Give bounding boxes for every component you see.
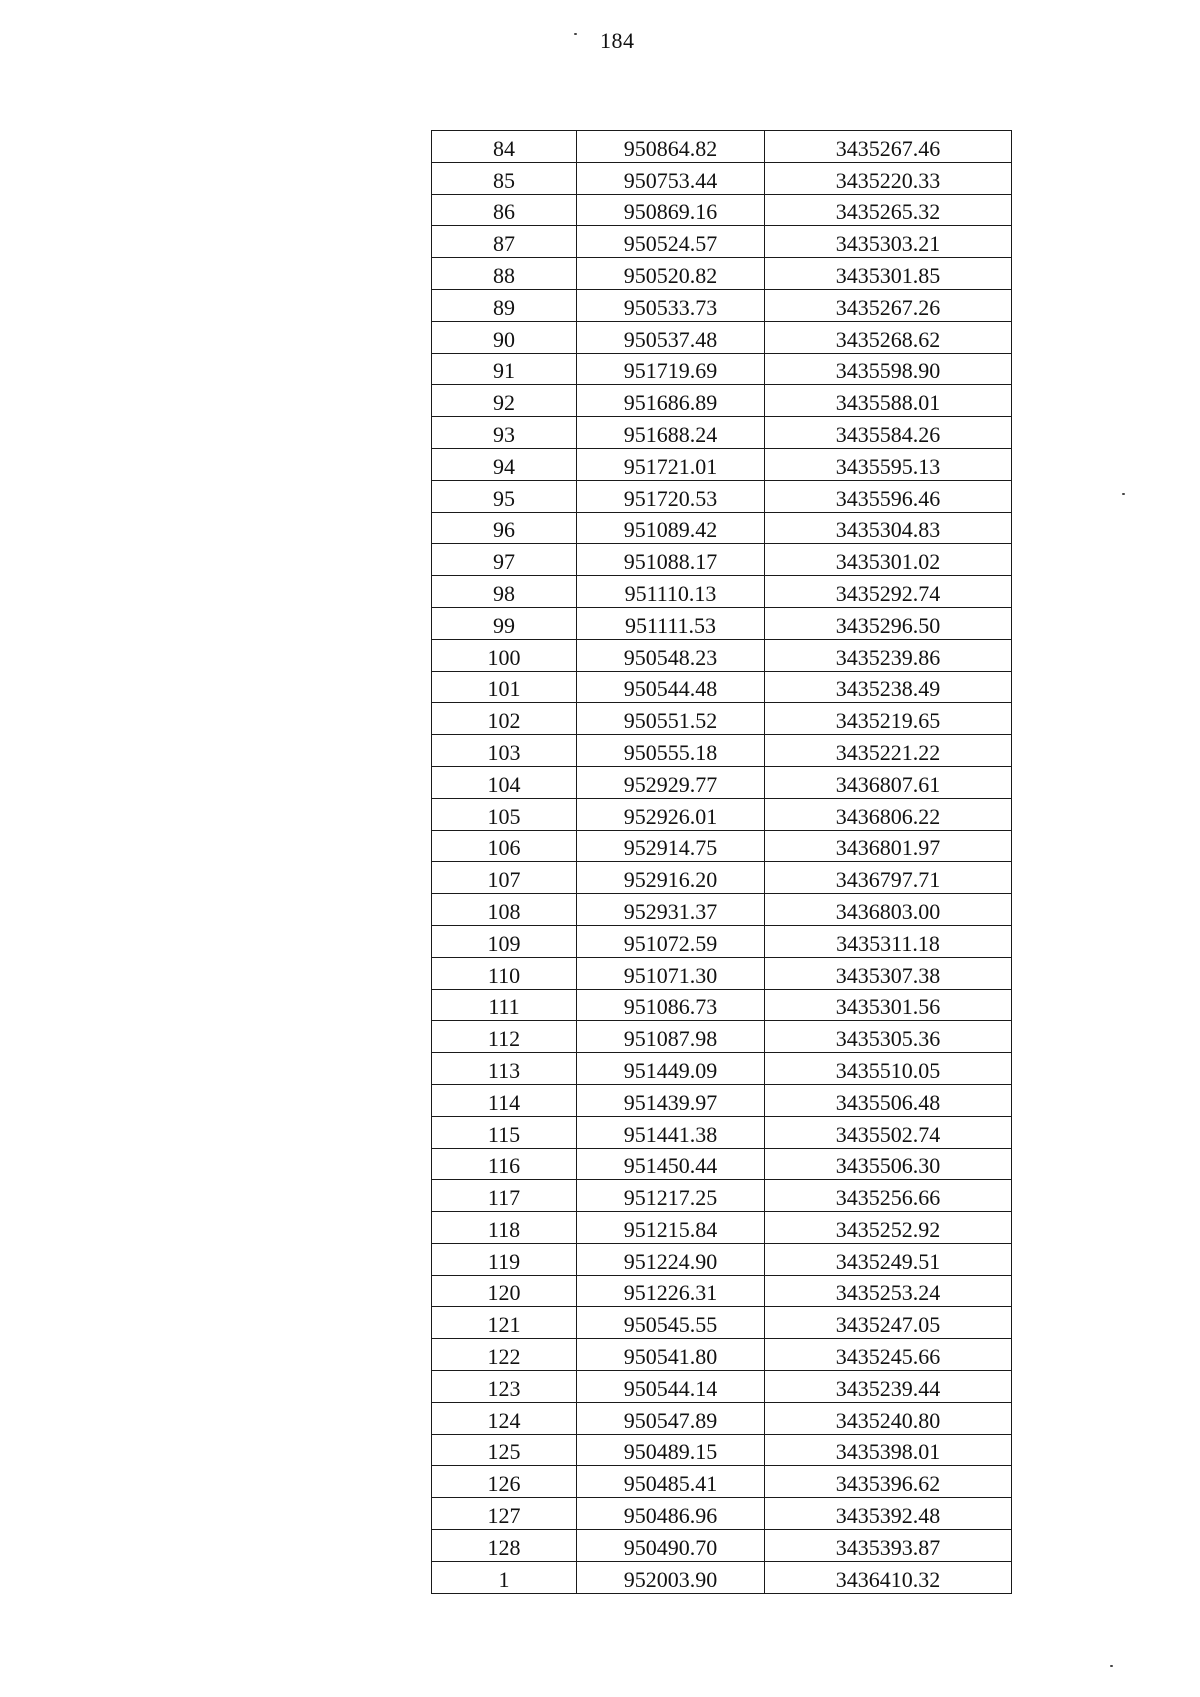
scan-speck <box>1110 1665 1113 1667</box>
x-coordinate-cell: 952003.90 <box>577 1561 765 1593</box>
x-coordinate-cell: 951441.38 <box>577 1116 765 1148</box>
y-coordinate-cell: 3435588.01 <box>765 385 1012 417</box>
y-coordinate-cell: 3436410.32 <box>765 1561 1012 1593</box>
point-number-cell: 123 <box>432 1371 577 1403</box>
point-number-cell: 117 <box>432 1180 577 1212</box>
point-number-cell: 98 <box>432 576 577 608</box>
y-coordinate-cell: 3435311.18 <box>765 925 1012 957</box>
x-coordinate-cell: 950489.15 <box>577 1434 765 1466</box>
x-coordinate-cell: 951226.31 <box>577 1275 765 1307</box>
point-number-cell: 107 <box>432 862 577 894</box>
x-coordinate-cell: 950485.41 <box>577 1466 765 1498</box>
y-coordinate-cell: 3435221.22 <box>765 735 1012 767</box>
point-number-cell: 127 <box>432 1498 577 1530</box>
point-number-cell: 103 <box>432 735 577 767</box>
point-number-cell: 85 <box>432 162 577 194</box>
point-number-cell: 94 <box>432 448 577 480</box>
point-number-cell: 91 <box>432 353 577 385</box>
x-coordinate-cell: 951719.69 <box>577 353 765 385</box>
x-coordinate-cell: 950533.73 <box>577 289 765 321</box>
table-row <box>432 798 1012 830</box>
table-row <box>432 194 1012 226</box>
y-coordinate-cell: 3435398.01 <box>765 1434 1012 1466</box>
table-row <box>432 989 1012 1021</box>
y-coordinate-cell: 3435265.32 <box>765 194 1012 226</box>
table-row <box>432 1116 1012 1148</box>
y-coordinate-cell: 3435296.50 <box>765 607 1012 639</box>
point-number-cell: 90 <box>432 321 577 353</box>
y-coordinate-cell: 3435305.36 <box>765 1021 1012 1053</box>
table-row <box>432 353 1012 385</box>
x-coordinate-cell: 950547.89 <box>577 1402 765 1434</box>
x-coordinate-cell: 950537.48 <box>577 321 765 353</box>
x-coordinate-cell: 950541.80 <box>577 1339 765 1371</box>
y-coordinate-cell: 3435268.62 <box>765 321 1012 353</box>
point-number-cell: 89 <box>432 289 577 321</box>
y-coordinate-cell: 3435240.80 <box>765 1402 1012 1434</box>
point-number-cell: 115 <box>432 1116 577 1148</box>
x-coordinate-cell: 950555.18 <box>577 735 765 767</box>
x-coordinate-cell: 951721.01 <box>577 448 765 480</box>
x-coordinate-cell: 951686.89 <box>577 385 765 417</box>
x-coordinate-cell: 951217.25 <box>577 1180 765 1212</box>
x-coordinate-cell: 950486.96 <box>577 1498 765 1530</box>
point-number-cell: 96 <box>432 512 577 544</box>
table-row <box>432 1498 1012 1530</box>
x-coordinate-cell: 952929.77 <box>577 766 765 798</box>
x-coordinate-cell: 951720.53 <box>577 480 765 512</box>
table-row <box>432 1148 1012 1180</box>
table-row <box>432 131 1012 163</box>
x-coordinate-cell: 950753.44 <box>577 162 765 194</box>
y-coordinate-cell: 3435392.48 <box>765 1498 1012 1530</box>
y-coordinate-cell: 3435396.62 <box>765 1466 1012 1498</box>
y-coordinate-cell: 3435301.85 <box>765 258 1012 290</box>
y-coordinate-cell: 3435596.46 <box>765 480 1012 512</box>
table-row <box>432 1084 1012 1116</box>
point-number-cell: 128 <box>432 1530 577 1562</box>
x-coordinate-cell: 951215.84 <box>577 1212 765 1244</box>
table-row <box>432 1243 1012 1275</box>
table-row <box>432 448 1012 480</box>
y-coordinate-cell: 3435239.44 <box>765 1371 1012 1403</box>
x-coordinate-cell: 950524.57 <box>577 226 765 258</box>
x-coordinate-cell: 950551.52 <box>577 703 765 735</box>
x-coordinate-cell: 950864.82 <box>577 131 765 163</box>
y-coordinate-cell: 3435584.26 <box>765 417 1012 449</box>
table-row <box>432 321 1012 353</box>
y-coordinate-cell: 3435239.86 <box>765 639 1012 671</box>
point-number-cell: 1 <box>432 1561 577 1593</box>
y-coordinate-cell: 3436803.00 <box>765 894 1012 926</box>
table-row <box>432 1053 1012 1085</box>
y-coordinate-cell: 3435219.65 <box>765 703 1012 735</box>
table-row <box>432 607 1012 639</box>
table-row <box>432 1371 1012 1403</box>
table-row <box>432 385 1012 417</box>
point-number-cell: 121 <box>432 1307 577 1339</box>
y-coordinate-cell: 3435303.21 <box>765 226 1012 258</box>
table-row <box>432 735 1012 767</box>
x-coordinate-cell: 951072.59 <box>577 925 765 957</box>
x-coordinate-cell: 952931.37 <box>577 894 765 926</box>
point-number-cell: 116 <box>432 1148 577 1180</box>
table-row <box>432 544 1012 576</box>
x-coordinate-cell: 950544.48 <box>577 671 765 703</box>
point-number-cell: 108 <box>432 894 577 926</box>
x-coordinate-cell: 951088.17 <box>577 544 765 576</box>
y-coordinate-cell: 3435238.49 <box>765 671 1012 703</box>
point-number-cell: 101 <box>432 671 577 703</box>
point-number-cell: 125 <box>432 1434 577 1466</box>
y-coordinate-cell: 3435252.92 <box>765 1212 1012 1244</box>
y-coordinate-cell: 3436807.61 <box>765 766 1012 798</box>
table-row <box>432 1307 1012 1339</box>
x-coordinate-cell: 951089.42 <box>577 512 765 544</box>
point-number-cell: 97 <box>432 544 577 576</box>
y-coordinate-cell: 3435510.05 <box>765 1053 1012 1085</box>
x-coordinate-cell: 951087.98 <box>577 1021 765 1053</box>
point-number-cell: 87 <box>432 226 577 258</box>
y-coordinate-cell: 3435506.48 <box>765 1084 1012 1116</box>
point-number-cell: 109 <box>432 925 577 957</box>
table-row <box>432 1466 1012 1498</box>
x-coordinate-cell: 950869.16 <box>577 194 765 226</box>
x-coordinate-cell: 950490.70 <box>577 1530 765 1562</box>
table-row <box>432 957 1012 989</box>
point-number-cell: 122 <box>432 1339 577 1371</box>
y-coordinate-cell: 3435256.66 <box>765 1180 1012 1212</box>
y-coordinate-cell: 3435249.51 <box>765 1243 1012 1275</box>
point-number-cell: 124 <box>432 1402 577 1434</box>
table-row <box>432 226 1012 258</box>
table-row <box>432 162 1012 194</box>
x-coordinate-cell: 951071.30 <box>577 957 765 989</box>
y-coordinate-cell: 3435292.74 <box>765 576 1012 608</box>
y-coordinate-cell: 3435267.26 <box>765 289 1012 321</box>
point-number-cell: 86 <box>432 194 577 226</box>
x-coordinate-cell: 951224.90 <box>577 1243 765 1275</box>
table-row <box>432 1021 1012 1053</box>
y-coordinate-cell: 3435267.46 <box>765 131 1012 163</box>
x-coordinate-cell: 951111.53 <box>577 607 765 639</box>
y-coordinate-cell: 3435301.02 <box>765 544 1012 576</box>
table-row <box>432 766 1012 798</box>
table-row <box>432 1180 1012 1212</box>
y-coordinate-cell: 3435307.38 <box>765 957 1012 989</box>
x-coordinate-cell: 951439.97 <box>577 1084 765 1116</box>
y-coordinate-cell: 3435253.24 <box>765 1275 1012 1307</box>
point-number-cell: 88 <box>432 258 577 290</box>
table-row <box>432 1212 1012 1244</box>
point-number-cell: 110 <box>432 957 577 989</box>
page-number: 184 <box>600 28 635 53</box>
table-row <box>432 1561 1012 1593</box>
table-row <box>432 576 1012 608</box>
x-coordinate-cell: 952916.20 <box>577 862 765 894</box>
x-coordinate-cell: 951688.24 <box>577 417 765 449</box>
table-row <box>432 671 1012 703</box>
y-coordinate-cell: 3435595.13 <box>765 448 1012 480</box>
x-coordinate-cell: 950544.14 <box>577 1371 765 1403</box>
table-row <box>432 894 1012 926</box>
y-coordinate-cell: 3435301.56 <box>765 989 1012 1021</box>
y-coordinate-cell: 3436806.22 <box>765 798 1012 830</box>
table-row <box>432 1275 1012 1307</box>
table-row <box>432 289 1012 321</box>
x-coordinate-cell: 950545.55 <box>577 1307 765 1339</box>
x-coordinate-cell: 951086.73 <box>577 989 765 1021</box>
point-number-cell: 100 <box>432 639 577 671</box>
point-number-cell: 84 <box>432 131 577 163</box>
y-coordinate-cell: 3435502.74 <box>765 1116 1012 1148</box>
coordinates-table-body <box>432 131 1012 1594</box>
y-coordinate-cell: 3435506.30 <box>765 1148 1012 1180</box>
table-row <box>432 862 1012 894</box>
point-number-cell: 102 <box>432 703 577 735</box>
table-row <box>432 417 1012 449</box>
point-number-cell: 105 <box>432 798 577 830</box>
table-row <box>432 1434 1012 1466</box>
point-number-cell: 119 <box>432 1243 577 1275</box>
y-coordinate-cell: 3435247.05 <box>765 1307 1012 1339</box>
point-number-cell: 99 <box>432 607 577 639</box>
table-row <box>432 925 1012 957</box>
point-number-cell: 114 <box>432 1084 577 1116</box>
scan-speck <box>574 33 577 35</box>
x-coordinate-cell: 950548.23 <box>577 639 765 671</box>
y-coordinate-cell: 3436797.71 <box>765 862 1012 894</box>
x-coordinate-cell: 952926.01 <box>577 798 765 830</box>
coordinates-table <box>431 130 1012 1594</box>
table-row <box>432 480 1012 512</box>
y-coordinate-cell: 3435220.33 <box>765 162 1012 194</box>
x-coordinate-cell: 950520.82 <box>577 258 765 290</box>
point-number-cell: 92 <box>432 385 577 417</box>
point-number-cell: 106 <box>432 830 577 862</box>
point-number-cell: 93 <box>432 417 577 449</box>
point-number-cell: 95 <box>432 480 577 512</box>
table-row <box>432 830 1012 862</box>
table-row <box>432 512 1012 544</box>
x-coordinate-cell: 951449.09 <box>577 1053 765 1085</box>
y-coordinate-cell: 3435245.66 <box>765 1339 1012 1371</box>
x-coordinate-cell: 951110.13 <box>577 576 765 608</box>
table-row <box>432 1402 1012 1434</box>
point-number-cell: 111 <box>432 989 577 1021</box>
table-row <box>432 1530 1012 1562</box>
point-number-cell: 112 <box>432 1021 577 1053</box>
point-number-cell: 118 <box>432 1212 577 1244</box>
point-number-cell: 120 <box>432 1275 577 1307</box>
table-row <box>432 703 1012 735</box>
x-coordinate-cell: 952914.75 <box>577 830 765 862</box>
point-number-cell: 126 <box>432 1466 577 1498</box>
table-row <box>432 258 1012 290</box>
y-coordinate-cell: 3435598.90 <box>765 353 1012 385</box>
table-row <box>432 639 1012 671</box>
table-row <box>432 1339 1012 1371</box>
x-coordinate-cell: 951450.44 <box>577 1148 765 1180</box>
y-coordinate-cell: 3435304.83 <box>765 512 1012 544</box>
point-number-cell: 104 <box>432 766 577 798</box>
y-coordinate-cell: 3435393.87 <box>765 1530 1012 1562</box>
point-number-cell: 113 <box>432 1053 577 1085</box>
scan-speck <box>1122 493 1125 495</box>
y-coordinate-cell: 3436801.97 <box>765 830 1012 862</box>
